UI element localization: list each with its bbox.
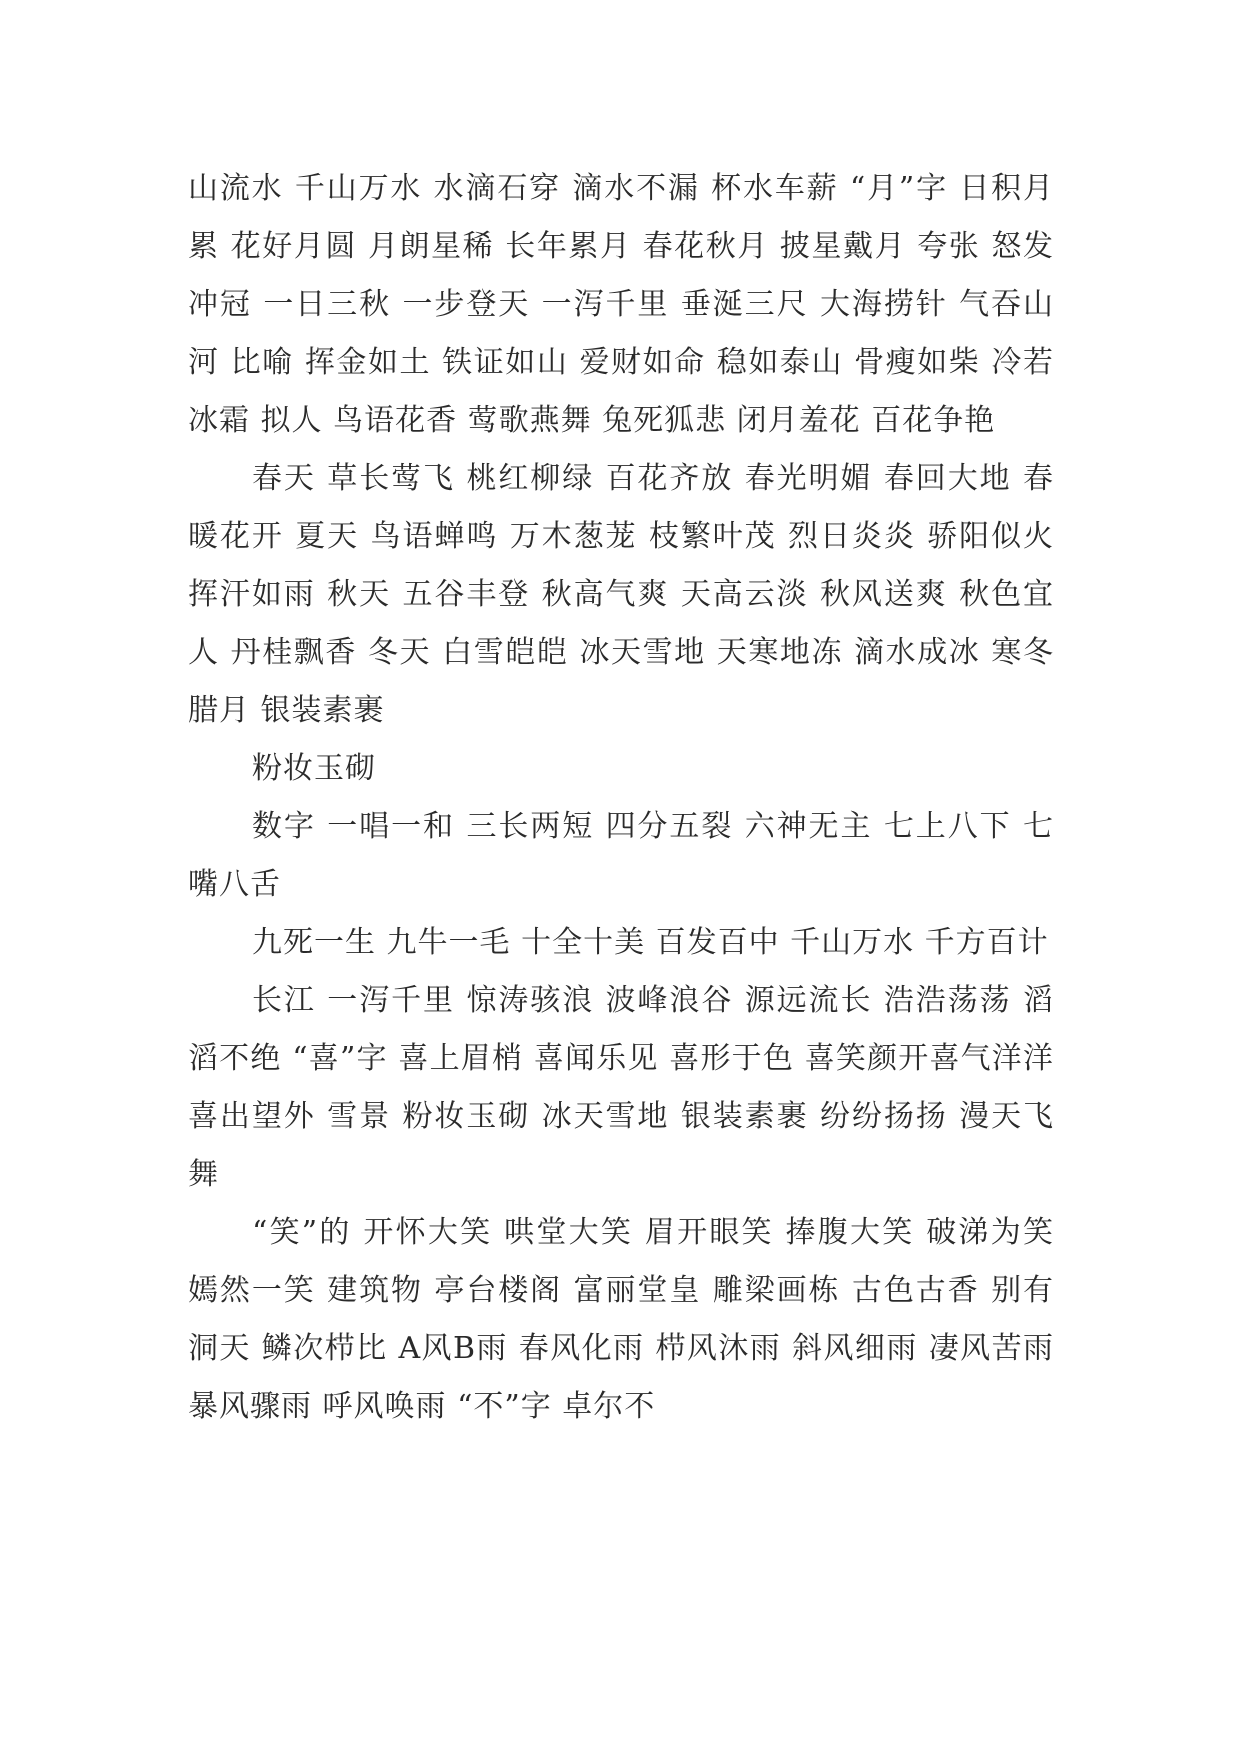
paragraph: “笑”的 开怀大笑 哄堂大笑 眉开眼笑 捧腹大笑 破涕为笑 嫣然一笑 建筑物 亭台楼阁 富丽堂皇 雕梁画栋 古色古香 别有洞天 鳞次栉比 A风B雨 春风化雨 栉风沐雨 斜风细雨 凄风苦雨 暴风骤雨 呼风唤雨 “不”字 卓尔不 [188, 1215, 1054, 1424]
document-page [188, 160, 1054, 1436]
paragraph: 数字 一唱一和 三长两短 四分五裂 六神无主 七上八下 七嘴八舌 [188, 809, 1054, 902]
paragraph: 山流水 千山万水 水滴石穿 滴水不漏 杯水车薪 “月”字 日积月累 花好月圆 月朗星稀 长年累月 春花秋月 披星戴月 夸张 怒发冲冠 一日三秋 一步登天 一泻千里 垂涎三尺 大海捞针 气吞山河 比喻 挥金如土 铁证如山 爱财如命 稳如泰山 骨瘦如柴 冷若冰霜 拟人 鸟语花香 莺歌燕舞 兔死狐悲 闭月羞花 百花争艳 [188, 171, 1054, 438]
paragraph: 粉妆玉砌 [252, 751, 376, 786]
paragraph: 春天 草长莺飞 桃红柳绿 百花齐放 春光明媚 春回大地 春暖花开 夏天 鸟语蝉鸣 万木葱茏 枝繁叶茂 烈日炎炎 骄阳似火 挥汗如雨 秋天 五谷丰登 秋高气爽 天高云淡 秋风送爽 秋色宜人 丹桂飘香 冬天 白雪皑皑 冰天雪地 天寒地冻 滴水成冰 寒冬腊月 银装素裹 [188, 461, 1054, 728]
paragraph: 九死一生 九牛一毛 十全十美 百发百中 千山万水 千方百计 [252, 925, 1049, 960]
paragraph: 长江 一泻千里 惊涛骇浪 波峰浪谷 源远流长 浩浩荡荡 滔滔不绝 “喜”字 喜上眉梢 喜闻乐见 喜形于色 喜笑颜开喜气洋洋 喜出望外 雪景 粉妆玉砌 冰天雪地 银装素裹 纷纷扬扬 漫天飞舞 [188, 983, 1054, 1192]
